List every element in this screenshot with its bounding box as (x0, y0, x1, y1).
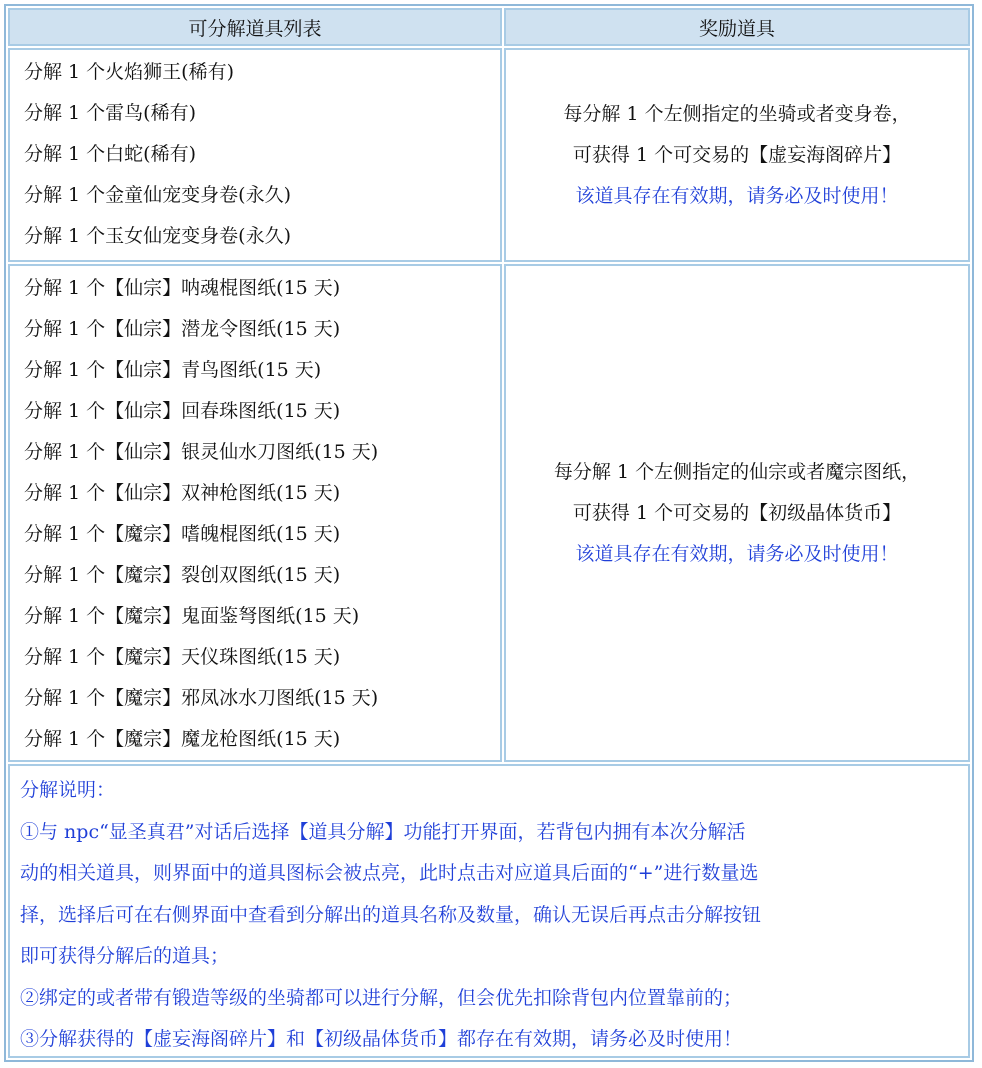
notes-paragraph: 动的相关道具，则界面中的道具图标会被点亮，此时点击对应道具后面的“+”进行数量选 (20, 862, 759, 884)
notes-paragraph: 即可获得分解后的道具； (20, 945, 230, 967)
list-item: 分解 1 个【魔宗】天仪珠图纸(15 天) (24, 646, 341, 668)
list-item: 分解 1 个【仙宗】双神枪图纸(15 天) (24, 482, 341, 504)
list-item: 分解 1 个【魔宗】邪凤冰水刀图纸(15 天) (24, 687, 379, 709)
header-reward-label: 奖励道具 (698, 17, 775, 40)
list-item: 分解 1 个【仙宗】青鸟图纸(15 天) (24, 359, 322, 381)
reward-expiry-warning: 该道具存在有效期，请务必及时使用！ (575, 184, 899, 207)
list-item: 分解 1 个【仙宗】呐魂棍图纸(15 天) (24, 277, 341, 299)
group2-reward (504, 264, 970, 762)
header-item-list-label: 可分解道具列表 (188, 17, 322, 40)
list-item: 分解 1 个【魔宗】裂创双图纸(15 天) (24, 564, 341, 586)
reward-description: 每分解 1 个左侧指定的仙宗或者魔宗图纸， (553, 460, 921, 483)
reward-description: 每分解 1 个左侧指定的坐骑或者变身卷， (563, 102, 911, 125)
header-reward (504, 8, 970, 46)
notes-paragraph: ③分解获得的【虚妄海阁碎片】和【初级晶体货币】都存在有效期，请务必及时使用！ (20, 1028, 743, 1050)
list-item: 分解 1 个【魔宗】嗜魄棍图纸(15 天) (24, 523, 341, 545)
list-item: 分解 1 个【仙宗】潜龙令图纸(15 天) (24, 318, 341, 340)
notes-title: 分解说明： (20, 779, 116, 801)
group1-item-list (8, 48, 502, 262)
notes-paragraph: ①与 npc“显圣真君”对话后选择【道具分解】功能打开界面，若背包内拥有本次分解活 (20, 820, 746, 843)
reward-expiry-warning: 该道具存在有效期，请务必及时使用！ (575, 542, 899, 565)
decompose-notes (8, 764, 970, 1058)
list-item: 分解 1 个【仙宗】银灵仙水刀图纸(15 天) (24, 441, 379, 463)
list-item: 分解 1 个金童仙宠变身卷(永久) (24, 184, 291, 206)
list-item: 分解 1 个火焰狮王(稀有) (24, 61, 234, 83)
decompose-item-table (4, 4, 974, 1062)
list-item: 分解 1 个玉女仙宠变身卷(永久) (24, 225, 291, 247)
reward-description: 可获得 1 个可交易的【初级晶体货币】 (572, 501, 902, 524)
notes-paragraph: 择，选择后可在右侧界面中查看到分解出的道具名称及数量，确认无误后再点击分解按钮 (20, 903, 762, 926)
notes-paragraph: ②绑定的或者带有锻造等级的坐骑都可以进行分解，但会优先扣除背包内位置靠前的； (20, 986, 743, 1009)
list-item: 分解 1 个【魔宗】魔龙枪图纸(15 天) (24, 728, 341, 750)
reward-description: 可获得 1 个可交易的【虚妄海阁碎片】 (572, 143, 902, 166)
list-item: 分解 1 个雷鸟(稀有) (24, 102, 196, 124)
group1-reward (504, 48, 970, 262)
list-item: 分解 1 个白蛇(稀有) (24, 143, 196, 165)
list-item: 分解 1 个【仙宗】回春珠图纸(15 天) (24, 400, 341, 422)
group2-item-list (8, 264, 502, 762)
list-item: 分解 1 个【魔宗】鬼面鉴弩图纸(15 天) (24, 605, 360, 627)
header-item-list (8, 8, 502, 46)
